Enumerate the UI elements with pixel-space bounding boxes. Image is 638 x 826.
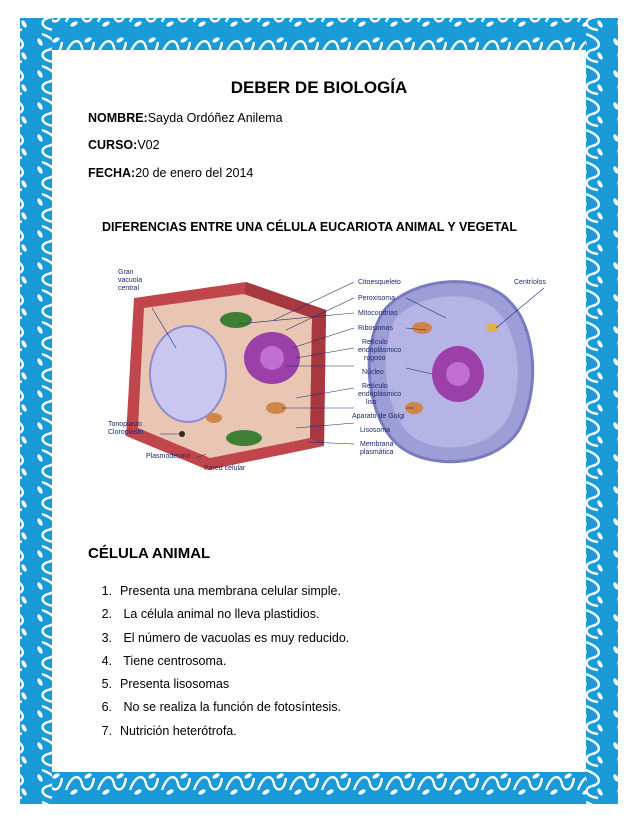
label-plasmodesmo: Plasmodesmo [146,453,191,460]
label-reticulo-liso-1: Retículo [362,383,388,390]
label-pared-celular: Pared celular [204,465,246,472]
label-reticulo-liso-2: endoplásmico [358,391,402,398]
label-reticulo-rugoso-2: endoplásmico [358,347,402,354]
label-membrana-2: plasmática [360,449,394,456]
chloroplast [220,312,252,328]
list-item: 7. Nutrición heterótrofa. [101,723,237,738]
cell-diagram [96,258,552,490]
course-value: V02 [137,138,160,152]
animal-cell [369,282,532,462]
list-item: 1. Presenta una membrana celular simple. [101,584,341,598]
list-item: 2. La célula animal no lleva plastidios. [101,607,320,622]
label-tonoplasto: Tonoplasto [108,421,142,428]
plant-cell [126,282,326,470]
name-value: Sayda Ordóñez Anilema [147,111,283,125]
section-title: CÉLULA ANIMAL [88,545,211,562]
label-gran-vacuola-3: central [118,285,140,292]
date-label: FECHA: [88,166,136,180]
label-cloroplasto: Cloroplasto [108,429,144,436]
date-value: 20 de enero del 2014 [135,166,254,180]
label-reticulo-rugoso-1: Retículo [362,339,388,346]
page-title: DEBER DE BIOLOGÍA [230,78,408,97]
label-gran-vacuola-1: Gran [118,269,134,276]
label-mitocondrias: Mitocondrias [358,310,398,317]
animal-cell-list [90,580,349,743]
label-gran-vacuola-2: vacuola [118,277,143,284]
name-label: NOMBRE: [88,111,148,125]
list-item: 3. El número de vacuolas es muy reducido. [101,630,350,645]
label-citoesqueleto: Citoesqueleto [358,279,401,286]
list-item: 4. Tiene centrosoma. [101,653,227,668]
document-page [52,50,586,772]
label-peroxisoma: Peroxisoma [358,295,395,302]
label-nucleo: Núcleo [362,369,384,376]
list-item: 6. No se realiza la función de fotosíntesis. [101,700,341,715]
date-field [88,166,253,180]
list-item: 5. Presenta lisosomas [101,677,230,692]
section-subtitle: DIFERENCIAS ENTRE UNA CÉLULA EUCARIOTA ANIMAL Y VEGETAL [102,220,518,234]
label-aparato-golgi: Aparato de Golgi [352,413,405,420]
label-reticulo-liso-3: liso [366,399,377,406]
label-lisosoma: Lisosoma [360,427,390,434]
name-field [88,111,283,125]
vacuole [150,326,226,422]
label-ribosomas: Ribosomas [358,325,394,332]
course-label: CURSO: [88,138,138,152]
label-reticulo-rugoso-3: rugoso [364,355,386,362]
label-centriolos: Centríolos [514,279,546,286]
label-membrana-1: Membrana [360,441,394,448]
course-field [88,138,160,152]
